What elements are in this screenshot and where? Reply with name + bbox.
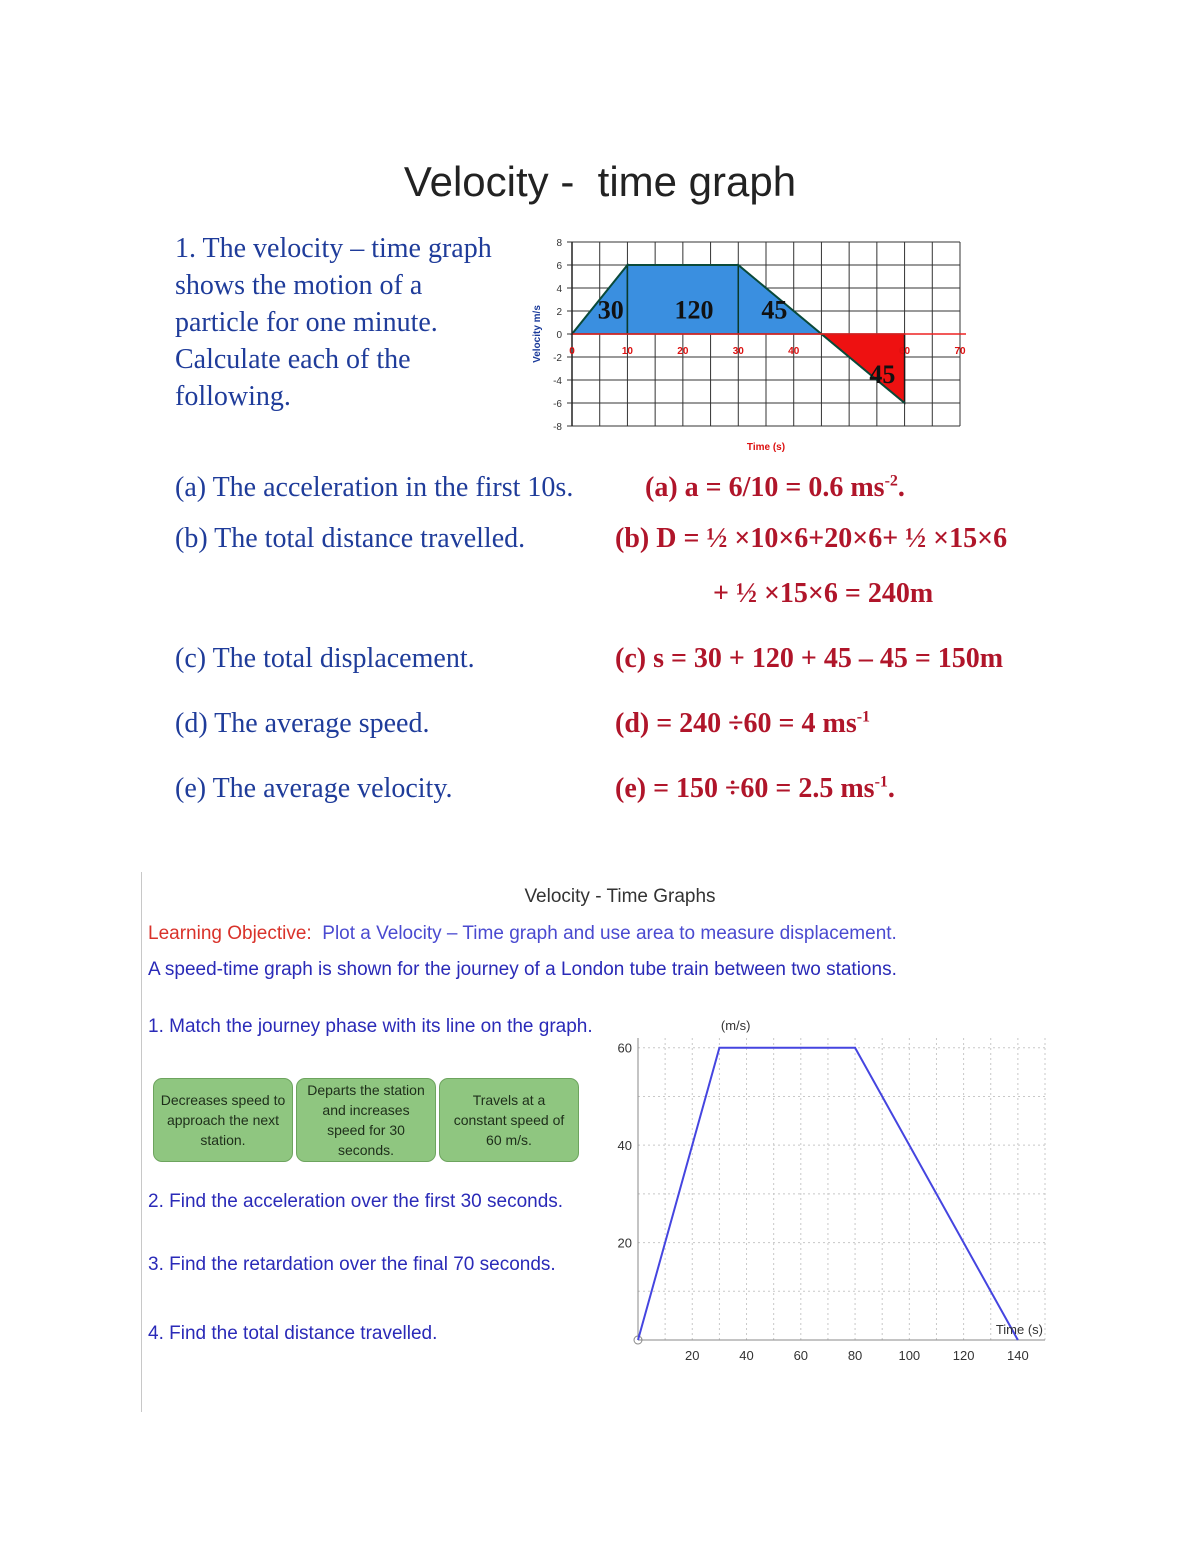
chart2-ytick-label: 60 (617, 1040, 632, 1056)
chart2-xtick-label: 140 (1007, 1348, 1029, 1363)
page-title: Velocity - time graph (403, 158, 797, 205)
chart1-ytick-label: 0 (556, 330, 562, 341)
question-c: (c) The total displacement. (175, 643, 475, 674)
chart1-ytick-label: 8 (556, 238, 562, 249)
answer-e: (e) = 150 ÷60 = 2.5 $ms^{-1}$. (615, 773, 895, 804)
chart1-xtick-label: 40 (788, 346, 800, 357)
chart1-ytick-label: -6 (553, 399, 562, 410)
chart2-xtick-label: 120 (952, 1348, 975, 1363)
chart1-xtick-label: 30 (732, 346, 744, 357)
chart2-xtick-label: 20 (685, 1348, 700, 1363)
question-intro: 1. The velocity – time graph shows the motion of a particle for one minute. Calculate each of the following. (175, 233, 492, 412)
worksheet-title: Velocity - Time Graphs (524, 886, 716, 907)
chart1-y-axis-label: Velocity m/s (532, 305, 543, 363)
objective-text: Plot a Velocity – Time graph and use area to measure displacement. (322, 923, 897, 944)
chart1-ytick-label: 6 (556, 261, 562, 272)
chart1-region-label: 30 (597, 295, 624, 325)
phase-card-decreases[interactable]: Decreases speed to approach the next station. (153, 1078, 293, 1162)
chart1-region-label: 45 (869, 360, 896, 390)
question-a: (a) The acceleration in the first 10s. (175, 472, 574, 503)
phase-card-departs[interactable]: Departs the station and increases speed for 30 seconds. (296, 1078, 436, 1162)
answer-d: (d) = 240 ÷60 = 4 $ms^{-1}$ (615, 708, 871, 739)
answer-a: (a) a = 6/10 = 0.6 $ms^{-2}$. (645, 472, 905, 503)
answer-b-line1: (b) D = ½ ×10×6+20×6+ ½ ×15×6 (615, 523, 1008, 554)
answer-b-line2: + ½ ×15×6 = 240m (713, 578, 934, 609)
chart2-xtick-label: 40 (739, 1348, 754, 1363)
learning-objective (148, 923, 897, 945)
chart2-ytick-label: 20 (617, 1235, 632, 1251)
worksheet-question-2: 2. Find the acceleration over the first 30 seconds. (148, 1191, 564, 1212)
left-divider (141, 872, 142, 1412)
phase-card-constant[interactable]: Travels at a constant speed of 60 m/s. (439, 1078, 579, 1162)
chart1-region-label: 120 (674, 295, 714, 325)
chart1-xtick-label: 10 (621, 346, 633, 357)
chart1-ytick-label: -4 (553, 376, 562, 387)
worksheet-question-4: 4. Find the total distance travelled. (148, 1323, 438, 1344)
answer-c: (c) s = 30 + 120 + 45 – 45 = 150m (615, 643, 1004, 674)
objective-label: Learning Objective: (148, 923, 312, 944)
chart2-axes (634, 1038, 1045, 1344)
worksheet-question-1: 1. Match the journey phase with its line on the graph. (148, 1016, 593, 1037)
chart1-ytick-label: -8 (553, 422, 562, 433)
velocity-time-chart-1 (520, 228, 970, 458)
chart1-xtick-label: 0 (569, 346, 575, 357)
chart1-region-label: 45 (761, 295, 788, 325)
chart2-ytick-label: 40 (617, 1138, 632, 1154)
chart2-xtick-label: 80 (847, 1348, 863, 1363)
worksheet-intro: A speed-time graph is shown for the journey of a London tube train between two stations. (148, 959, 897, 980)
chart1-xtick-label: 20 (677, 346, 689, 357)
worksheet-question-3: 3. Find the retardation over the final 70 seconds. (148, 1254, 556, 1275)
chart1-labels (532, 238, 966, 453)
chart2-xtick-label: 60 (793, 1348, 809, 1363)
chart2-y-axis-label: (m/s) (720, 1018, 751, 1033)
chart1-x-axis-label: Time (s) (746, 442, 786, 453)
chart1-xtick-label: 60 (899, 346, 911, 357)
chart1-ytick-label: 2 (556, 307, 562, 318)
chart1-ytick-label: -2 (553, 353, 562, 364)
question-e: (e) The average velocity. (175, 773, 453, 804)
chart1-xtick-label: 70 (954, 346, 966, 357)
chart2-x-axis-label: Time (s) (995, 1322, 1043, 1337)
chart2-xtick-label: 100 (898, 1348, 921, 1363)
chart2-grid (638, 1038, 1045, 1340)
question-d: (d) The average speed. (175, 708, 430, 739)
velocity-time-chart-2 (600, 1010, 1050, 1380)
question-b: (b) The total distance travelled. (175, 523, 526, 554)
chart1-ytick-label: 4 (556, 284, 562, 295)
chart2-labels (618, 1018, 1043, 1363)
